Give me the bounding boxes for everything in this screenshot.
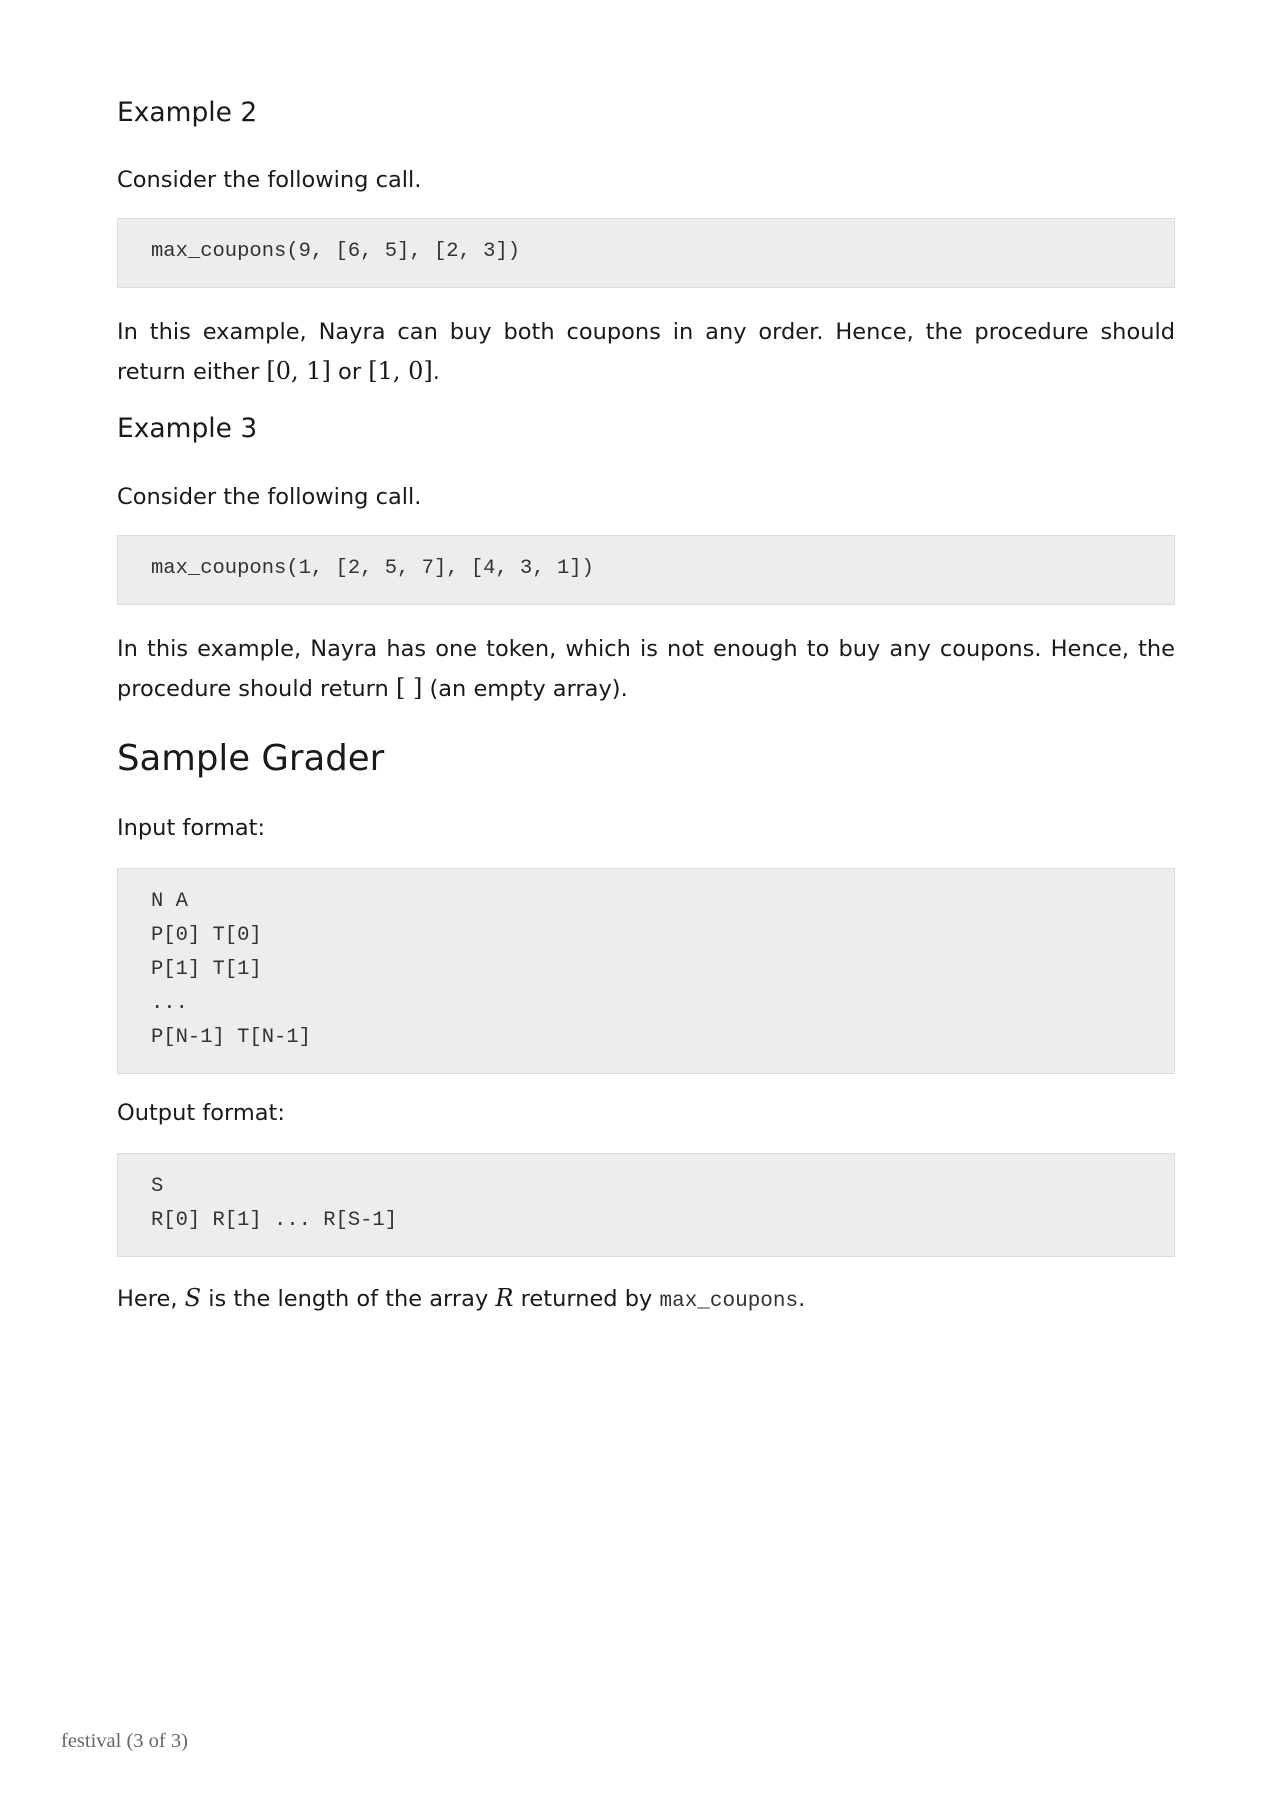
example-2-explanation xyxy=(117,313,1175,392)
math-result-b: [1, 0] xyxy=(368,357,433,386)
example-3-heading: Example 3 xyxy=(117,413,258,445)
math-result-a: [0, 1] xyxy=(266,357,331,386)
explanation-text: (an empty array). xyxy=(422,675,628,702)
output-format-label: Output format: xyxy=(117,1100,285,1127)
example-3-intro: Consider the following call. xyxy=(117,483,422,510)
example-3-explanation xyxy=(117,630,1175,709)
explanation-text: . xyxy=(432,359,440,386)
example-3-code-block xyxy=(117,535,1175,605)
math-empty-array: [ ] xyxy=(395,673,423,702)
example-2-code-block xyxy=(117,218,1175,288)
inline-code-max-coupons: max_coupons xyxy=(659,1290,799,1314)
note-text: returned by xyxy=(513,1286,660,1313)
input-format-code-block xyxy=(117,868,1175,1074)
code-line: P[N-1] T[N-1] xyxy=(151,1026,311,1050)
example-2-intro: Consider the following call. xyxy=(117,167,422,194)
code-line: max_coupons(9, [6, 5], [2, 3]) xyxy=(151,240,521,264)
example-2-heading: Example 2 xyxy=(117,97,258,128)
code-line: ... xyxy=(151,992,188,1016)
code-line: P[0] T[0] xyxy=(151,924,262,948)
document-content xyxy=(117,96,1175,1321)
output-format-code-block xyxy=(117,1153,1175,1257)
input-format-label: Input format: xyxy=(117,815,266,842)
explanation-text: In this example, Nayra can buy both coupons in any order. Hence, the procedure should return either xyxy=(117,319,1175,386)
note-text: Here, xyxy=(117,1286,185,1313)
sample-grader-heading: Sample Grader xyxy=(117,737,385,779)
page-footer: festival (3 of 3) xyxy=(61,1730,188,1752)
code-line: P[1] T[1] xyxy=(151,958,262,982)
code-line: R[0] R[1] ... R[S-1] xyxy=(151,1209,398,1233)
note-text: . xyxy=(798,1286,806,1313)
code-line: S xyxy=(151,1175,164,1199)
output-format-note xyxy=(117,1279,1175,1321)
note-text: is the length of the array xyxy=(201,1286,496,1313)
math-var-r: R xyxy=(495,1284,514,1313)
code-line: max_coupons(1, [2, 5, 7], [4, 3, 1]) xyxy=(151,556,594,580)
math-var-s: S xyxy=(184,1284,202,1313)
code-line: N A xyxy=(151,890,188,914)
explanation-text: or xyxy=(330,359,369,386)
explanation-text: In this example, Nayra has one token, which is not enough to buy any coupons. Hence, the procedure should return xyxy=(117,635,1175,702)
